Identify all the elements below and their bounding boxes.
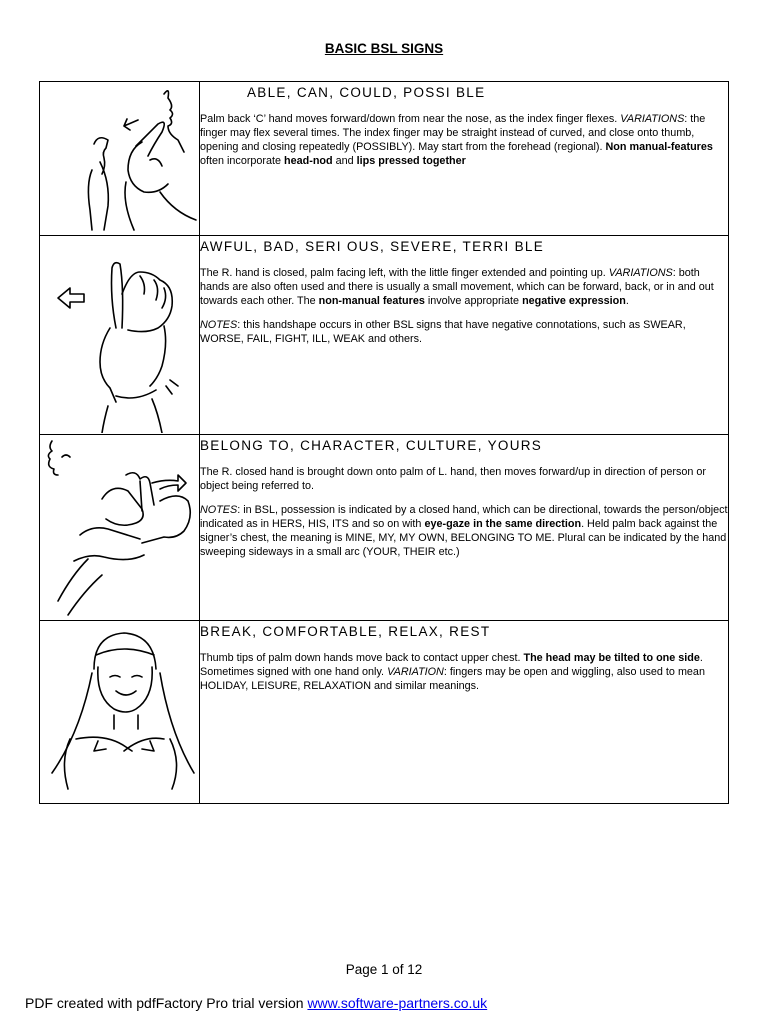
sign-paragraph (200, 266, 728, 308)
bold-text: Non manual-features (605, 141, 713, 153)
text-run: often incorporate (200, 155, 285, 167)
awful-sign-illustration (40, 236, 199, 433)
sign-row-able (40, 82, 729, 236)
bold-text: eye-gaze in the same direction (424, 518, 582, 530)
sign-paragraph (200, 651, 728, 693)
text-run: : both hands are also often used and there is usually a small movement, which can be forward, back, or in and out towards each other. The (200, 267, 714, 307)
italic-text: VARIATIONS (608, 267, 673, 279)
illustration-cell (40, 621, 200, 804)
bold-text: The head may be tilted to one side (523, 652, 700, 664)
bold-text: negative expression (522, 295, 626, 307)
text-run: . (625, 295, 629, 307)
text-run: The R. hand is closed, palm facing left, with the little finger extended and pointing up. (200, 267, 609, 279)
sign-description (200, 435, 729, 621)
sign-description (200, 236, 729, 435)
sign-row-belong (40, 435, 729, 621)
italic-text: VARIATIONS (620, 113, 685, 125)
sign-row-awful (40, 236, 729, 435)
sign-paragraphs (200, 651, 728, 693)
pdf-credit (25, 995, 487, 1011)
sign-paragraph (200, 318, 728, 346)
able-sign-illustration (40, 82, 199, 234)
text-run: Palm back ‘C’ hand moves forward/down from near the nose, as the index finger flexes. (200, 113, 621, 125)
sign-paragraphs (200, 112, 728, 168)
belong-sign-illustration (40, 435, 199, 619)
software-partners-link[interactable]: www.software-partners.co.uk (307, 995, 488, 1011)
text-run: . Held palm back against the signer’s chest, the meaning is MINE, MY, MY OWN, BELONGING TO ME. Plural can be indicated by the hand sweeping sideways in a small arc (YOUR, THEIR etc.) (200, 518, 727, 558)
sign-description (200, 82, 729, 236)
sign-heading: AWFUL, BAD, SERI OUS, SEVERE, TERRI BLE (200, 239, 545, 254)
italic-text: VARIATION (387, 666, 444, 678)
text-run: and (332, 155, 357, 167)
text-run: : in BSL, possession is indicated by a closed hand, which can be directional, towards the person/object indicated as in HERS, HIS, ITS and so on with (200, 504, 728, 530)
text-run: : fingers may be open and wiggling, also used to mean HOLIDAY, LEISURE, RELAXATION and similar meanings. (200, 666, 705, 692)
italic-text: NOTES (200, 319, 238, 331)
text-run: involve appropriate (424, 295, 523, 307)
text-run: . Sometimes signed with one hand only. (200, 652, 703, 678)
text-run: The R. closed hand is brought down onto palm of L. hand, then moves forward/up in direction of person or object being referred to. (200, 466, 706, 492)
document-title: BASIC BSL SIGNS (324, 41, 444, 56)
signs-table (39, 81, 729, 804)
bold-text: non-manual features (318, 295, 425, 307)
sign-paragraph (200, 503, 728, 559)
sign-row-break (40, 621, 729, 804)
sign-paragraph (200, 112, 728, 168)
sign-description (200, 621, 729, 804)
sign-heading: ABLE, CAN, COULD, POSSI BLE (247, 85, 486, 100)
pdf-credit-text: PDF created with pdfFactory Pro trial version (25, 995, 308, 1011)
bold-text: lips pressed together (356, 155, 466, 167)
illustration-cell (40, 82, 200, 236)
italic-text: NOTES (200, 504, 238, 516)
page-number: Page 1 of 12 (345, 962, 423, 977)
sign-paragraph (200, 465, 728, 493)
illustration-cell (40, 236, 200, 435)
bold-text: head-nod (284, 155, 333, 167)
sign-paragraphs (200, 266, 728, 346)
text-run: Thumb tips of palm down hands move back to contact upper chest. (200, 652, 524, 664)
sign-paragraphs (200, 465, 728, 559)
sign-heading: BELONG TO, CHARACTER, CULTURE, YOURS (200, 438, 543, 453)
illustration-cell (40, 435, 200, 621)
break-sign-illustration (40, 621, 199, 802)
text-run: : this handshape occurs in other BSL signs that have negative connotations, such as SWEAR, WORSE, FAIL, FIGHT, ILL, WEAK and others. (200, 319, 686, 345)
text-run: : the finger may flex several times. The index finger may be straight instead of curved, and close onto thumb, opening and closing repeatedly (POSSIBLY). May start from the forehead (regional). (200, 113, 706, 153)
sign-heading: BREAK, COMFORTABLE, RELAX, REST (200, 624, 491, 639)
